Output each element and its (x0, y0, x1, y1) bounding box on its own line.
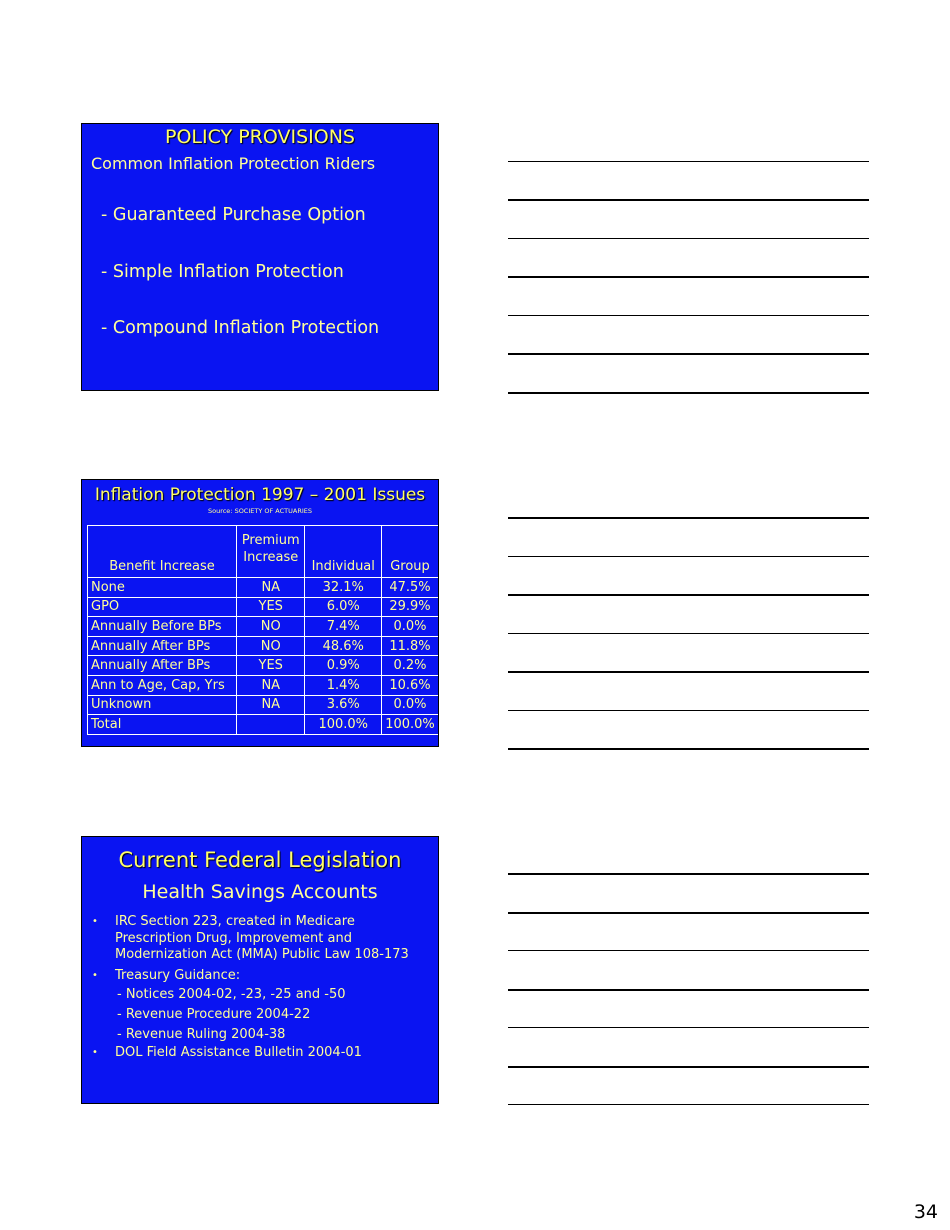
header-group: Group (382, 526, 439, 578)
note-line (508, 392, 869, 394)
cell-individual: 100.0% (305, 715, 382, 735)
note-line (508, 633, 869, 634)
note-line (508, 594, 869, 596)
note-line (508, 873, 869, 875)
cell-benefit: Unknown (88, 695, 237, 715)
source-note: Source: SOCIETY OF ACTUARIES (207, 507, 313, 515)
note-line (508, 315, 869, 316)
bullet-item (92, 968, 432, 985)
table-row (88, 617, 439, 637)
bullet-text: IRC Section 223, created in Medicare Prescription Drug, Improvement and Modernization Act (MMA) Public Law 108-173 (115, 914, 409, 963)
rider-item: - Guaranteed Purchase Option (101, 205, 366, 225)
cell-premium: YES (237, 597, 305, 617)
page-number: 34 (913, 1201, 938, 1223)
slide-body (92, 914, 432, 1066)
bullet-text: Treasury Guidance: (115, 968, 241, 984)
sub-item: - Notices 2004-02, -23, -25 and -50 (117, 986, 346, 1002)
cell-group: 0.2% (382, 656, 439, 676)
cell-premium: NA (237, 675, 305, 695)
note-line (508, 276, 869, 278)
rider-item: - Simple Inflation Protection (101, 262, 344, 282)
cell-individual: 0.9% (305, 656, 382, 676)
cell-individual: 32.1% (305, 578, 382, 598)
cell-individual: 48.6% (305, 636, 382, 656)
table-row (88, 656, 439, 676)
cell-benefit: Annually Before BPs (88, 617, 237, 637)
note-line (508, 671, 869, 673)
cell-premium: NA (237, 695, 305, 715)
cell-group: 0.0% (382, 617, 439, 637)
note-line (508, 1104, 869, 1105)
cell-benefit: GPO (88, 597, 237, 617)
note-line (508, 556, 869, 557)
cell-premium (237, 715, 305, 735)
slide-policy-provisions (81, 123, 439, 391)
cell-group: 29.9% (382, 597, 439, 617)
cell-premium: NO (237, 636, 305, 656)
table-row (88, 675, 439, 695)
sub-item: - Revenue Procedure 2004-22 (117, 1006, 311, 1022)
slide-subtitle: Common Inflation Protection Riders (91, 154, 376, 173)
bullet-dot: • (92, 970, 98, 982)
cell-individual: 3.6% (305, 695, 382, 715)
cell-individual: 6.0% (305, 597, 382, 617)
note-line (508, 353, 869, 355)
cell-benefit: Annually After BPs (88, 636, 237, 656)
bullet-text: DOL Field Assistance Bulletin 2004-01 (115, 1044, 362, 1060)
note-line (508, 517, 869, 519)
note-line (508, 161, 869, 162)
note-line (508, 199, 869, 201)
cell-benefit: Annually After BPs (88, 656, 237, 676)
header-individual: Individual (305, 526, 382, 578)
cell-group: 10.6% (382, 675, 439, 695)
cell-premium: NO (237, 617, 305, 637)
bullet-dot: • (92, 1046, 98, 1058)
note-line (508, 748, 869, 750)
slide-title: POLICY PROVISIONS (165, 126, 355, 148)
note-line (508, 912, 869, 914)
bullet-item (92, 1045, 432, 1062)
slide-federal-legislation (81, 836, 439, 1104)
table-row (88, 597, 439, 617)
cell-group: 0.0% (382, 695, 439, 715)
bullet-item (92, 914, 432, 964)
note-line (508, 1027, 869, 1028)
table-header-row (88, 526, 439, 578)
note-line (508, 950, 869, 951)
table-row-total (88, 715, 439, 735)
slide-subtitle: Health Savings Accounts (142, 881, 378, 903)
slide-title: Inflation Protection 1997 – 2001 Issues (94, 485, 426, 505)
note-line (508, 710, 869, 711)
cell-benefit: Total (88, 715, 237, 735)
cell-benefit: None (88, 578, 237, 598)
slide-inflation-protection-table (81, 479, 439, 747)
cell-premium: NA (237, 578, 305, 598)
cell-individual: 7.4% (305, 617, 382, 637)
table-row (88, 695, 439, 715)
rider-item: - Compound Inflation Protection (101, 318, 380, 338)
cell-group: 11.8% (382, 636, 439, 656)
inflation-table (87, 525, 439, 735)
table-row (88, 578, 439, 598)
cell-individual: 1.4% (305, 675, 382, 695)
cell-group: 47.5% (382, 578, 439, 598)
header-premium-increase: Premium Increase (237, 526, 305, 578)
note-line (508, 989, 869, 991)
cell-premium: YES (237, 656, 305, 676)
slide-title: Current Federal Legislation (118, 848, 402, 872)
table-row (88, 636, 439, 656)
cell-group: 100.0% (382, 715, 439, 735)
sub-item: - Revenue Ruling 2004-38 (117, 1026, 286, 1042)
note-line (508, 238, 869, 239)
cell-benefit: Ann to Age, Cap, Yrs (88, 675, 237, 695)
bullet-dot: • (92, 916, 98, 927)
note-line (508, 1066, 869, 1068)
header-benefit-increase: Benefit Increase (88, 526, 237, 578)
